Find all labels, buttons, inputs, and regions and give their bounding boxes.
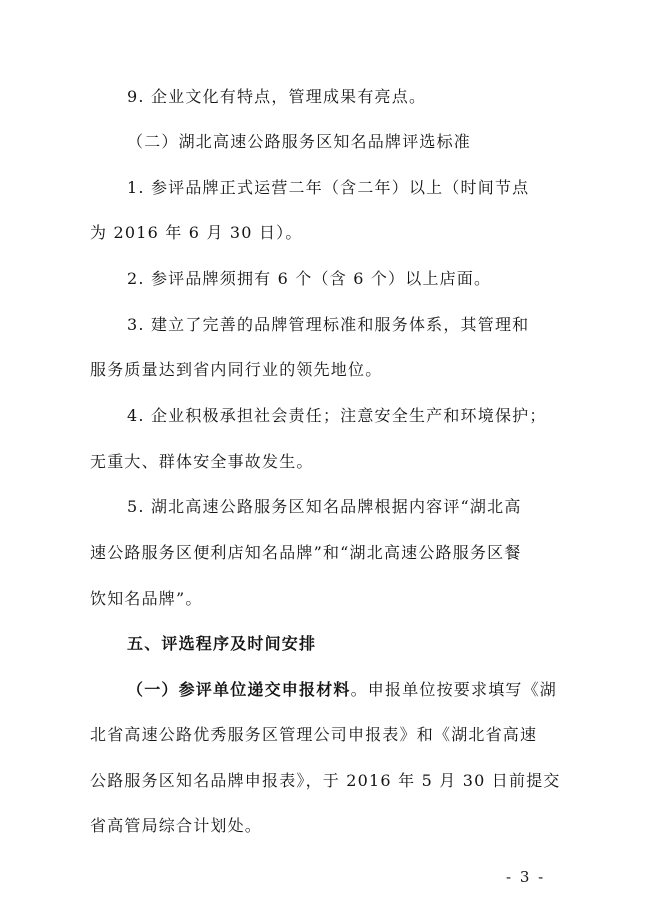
procedure-step-1-line-4: 省高管局综合计划处。 bbox=[90, 816, 263, 835]
procedure-step-1-line-2: 北省高速公路优秀服务区管理公司申报表》和《湖北省高速 bbox=[90, 725, 538, 744]
procedure-step-1-title: （一）参评单位递交申报材料 bbox=[127, 680, 351, 699]
brand-criterion-3-line-2: 服务质量达到省内同行业的领先地位。 bbox=[90, 360, 383, 379]
section-heading-brand-criteria: （二）湖北高速公路服务区知名品牌评选标准 bbox=[127, 132, 472, 151]
brand-criterion-1-line-1: 1. 参评品牌正式运营二年（含二年）以上（时间节点 bbox=[127, 178, 530, 197]
brand-criterion-4-line-2: 无重大、群体安全事故发生。 bbox=[90, 452, 314, 471]
procedure-step-1-line-1 bbox=[127, 677, 557, 700]
brand-criterion-4-line-1: 4. 企业积极承担社会责任；注意安全生产和环境保护； bbox=[127, 406, 547, 425]
brand-criterion-1-line-2: 为 2016 年 6 月 30 日）。 bbox=[90, 223, 303, 242]
brand-criterion-3-line-1: 3. 建立了完善的品牌管理标准和服务体系，其管理和 bbox=[127, 315, 530, 334]
brand-criterion-2: 2. 参评品牌须拥有 6 个（含 6 个）以上店面。 bbox=[127, 269, 492, 288]
procedure-step-1-text: 。申报单位按要求填写《湖 bbox=[350, 680, 558, 699]
brand-criterion-5-line-1: 5. 湖北高速公路服务区知名品牌根据内容评“湖北高 bbox=[127, 497, 522, 516]
page-number: - 3 - bbox=[506, 868, 546, 886]
brand-criterion-5-line-2: 速公路服务区便利店知名品牌”和“湖北高速公路服务区餐 bbox=[90, 543, 522, 562]
brand-criterion-5-line-3: 饮知名品牌”。 bbox=[90, 589, 203, 608]
section-heading-procedure: 五、评选程序及时间安排 bbox=[127, 634, 317, 653]
criteria-item-9: 9. 企业文化有特点，管理成果有亮点。 bbox=[127, 87, 427, 106]
procedure-step-1-line-3: 公路服务区知名品牌申报表》，于 2016 年 5 月 30 日前提交 bbox=[90, 771, 561, 790]
